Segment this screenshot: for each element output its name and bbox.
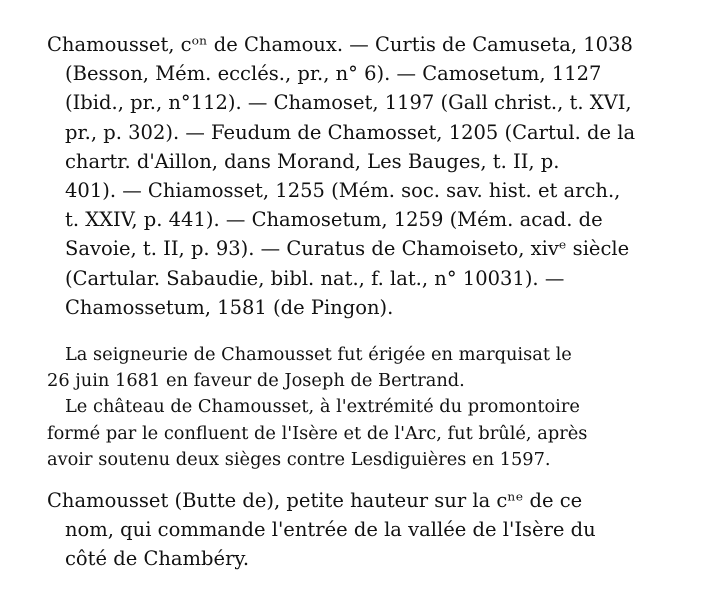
entry-line: 401). — Chiamosset, 1255 (Mém. soc. sav. hist. et arch.,	[65, 179, 621, 203]
entry-butte-de-chamousset	[47, 486, 647, 574]
entry-line: Savoie, t. II, p. 93). — Curatus de Chamoiseto, xivᵉ siècle	[65, 237, 630, 261]
entry-line: côté de Chambéry.	[65, 547, 250, 571]
entry-line: (Cartular. Sabaudie, bibl. nat., f. lat., n° 10031). —	[65, 266, 565, 290]
notes-line: La seigneurie de Chamousset fut érigée en marquisat le	[65, 344, 572, 365]
notes-line: Le château de Chamousset, à l'extrémité du promontoire	[65, 396, 580, 418]
entry-line: t. XXIV, p. 441). — Chamosetum, 1259 (Mém. acad. de	[65, 208, 603, 232]
entry-line: Chamousset (Butte de), petite hauteur sur la cⁿᵉ de ce	[47, 489, 583, 512]
notes-line: avoir soutenu deux sièges contre Lesdiguières en 1597.	[47, 448, 551, 470]
entry-line: Chamossetum, 1581 (de Pingon).	[65, 295, 394, 319]
entry-line: (Ibid., pr., n°112). — Chamoset, 1197 (Gall christ., t. XVI,	[65, 91, 632, 115]
entry-line: Chamousset, cᵒⁿ de Chamoux. — Curtis de Camuseta, 1038	[47, 33, 633, 56]
notes-line: 26 juin 1681 en faveur de Joseph de Bertrand.	[47, 370, 465, 392]
entry-line: nom, qui commande l'entrée de la vallée de l'Isère du	[65, 518, 596, 542]
entry-line: chartr. d'Aillon, dans Morand, Les Bauges, t. II, p.	[65, 149, 560, 173]
notes-line: formé par le confluent de l'Isère et de l'Arc, fut brûlé, après	[47, 422, 588, 444]
historical-notes	[47, 342, 647, 473]
entry-chamousset	[47, 30, 647, 322]
entry-line: (Besson, Mém. ecclés., pr., n° 6). — Camosetum, 1127	[65, 62, 602, 86]
entry-line: pr., p. 302). — Feudum de Chamosset, 1205 (Cartul. de la	[65, 120, 636, 144]
